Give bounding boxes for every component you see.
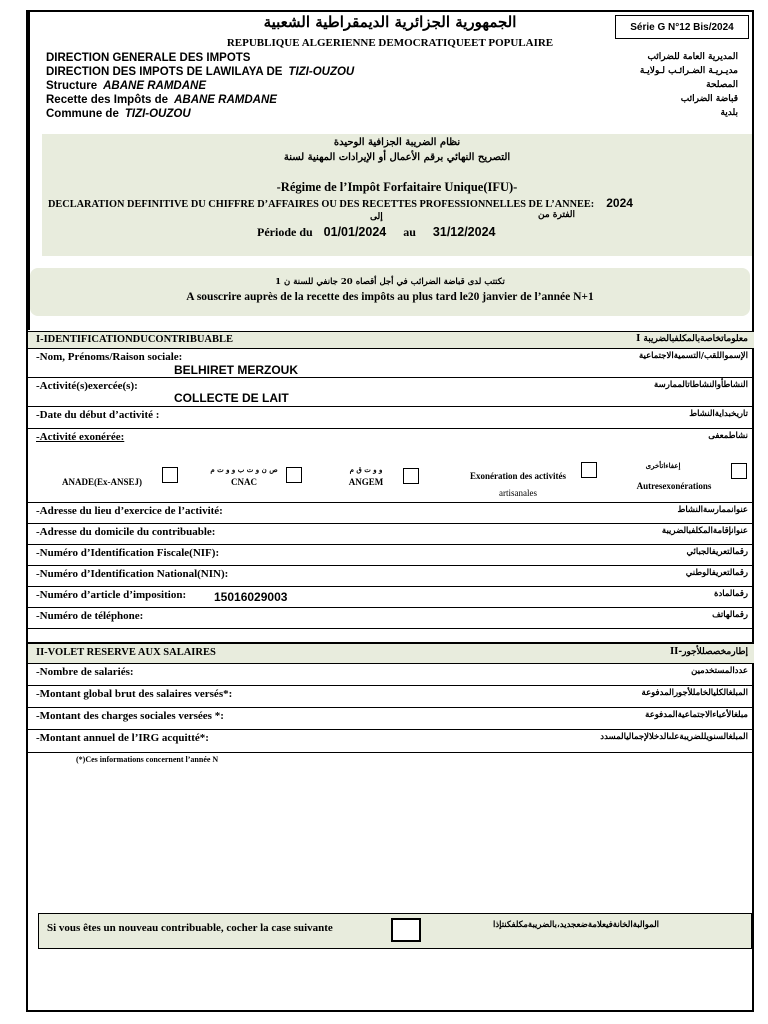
row-spacer bbox=[28, 629, 754, 643]
artisanales-label-2: artisanales bbox=[499, 488, 537, 498]
header-ar-line-4: قباضة الضرائب bbox=[680, 94, 738, 104]
header-line-wilaya: DIRECTION DES IMPOTS DE LAWILAYA DE TIZI-OUZOU bbox=[46, 66, 355, 78]
arabic-republic-title: الجمهورية الجزائرية الديمقراطية الشعبية bbox=[263, 13, 517, 31]
french-republic-title: REPUBLIQUE ALGERIENNE DEMOCRATIQUEET POPULAIRE bbox=[226, 37, 554, 49]
artisanales-checkbox[interactable] bbox=[581, 462, 597, 478]
header-ar-line-2: مديـريـة الضـرائـب لـولايـة bbox=[639, 66, 738, 76]
irg-label-ar: المبلغالسنويللضريبةعلىالدخلالإجماليالمسدد bbox=[600, 732, 748, 742]
angem-label-ar: و و ت ق م bbox=[349, 465, 383, 474]
header-ar-line-5: بلدية bbox=[720, 108, 738, 118]
row-nif bbox=[28, 545, 754, 566]
row-date-debut bbox=[28, 407, 754, 429]
footnote: (*)Ces informations concernent l’année N bbox=[76, 755, 219, 764]
autres-checkbox[interactable] bbox=[731, 463, 747, 479]
row-activite-exoneree bbox=[28, 429, 754, 503]
row-irg bbox=[28, 730, 754, 753]
exoneree-label-ar: نشاطمعفى bbox=[708, 431, 748, 441]
row-telephone bbox=[28, 608, 754, 629]
date-debut-label: -Date du début d’activité : bbox=[36, 409, 160, 421]
section1-header bbox=[28, 331, 754, 349]
date-debut-label-ar: تاريخبدايةالنشاط bbox=[689, 409, 748, 419]
activite-value[interactable]: COLLECTE DE LAIT bbox=[174, 391, 289, 405]
autres-label-ar: إعفاءاتأخرى bbox=[645, 461, 681, 470]
article-label: -Numéro d’article d’imposition: bbox=[36, 589, 187, 601]
section1-title-ar: I معلوماتخاصةبالمكلفبالضريبة bbox=[636, 334, 748, 344]
adresse-lieu-label-ar: عنوانممارسةالنشاط bbox=[677, 505, 748, 515]
notice-fr: A souscrire auprès de la recette des impôts au plus tard le20 janvier de l’année N+1 bbox=[186, 291, 594, 303]
telephone-label-ar: رقمالهاتف bbox=[712, 610, 748, 620]
artisanales-label-1: Exonération des activités bbox=[470, 471, 566, 481]
autres-label: Autresexonérations bbox=[636, 481, 712, 491]
nom-label-ar: الإسمواللقب/التسميةالاجتماعية bbox=[638, 351, 748, 361]
nin-label: -Numéro d’Identification National(NIN): bbox=[36, 568, 229, 580]
salaires-label-ar: المبلغالكليالخامللأجورالمدفوعة bbox=[641, 688, 748, 698]
nin-label-ar: رقمالتعريفالوطني bbox=[685, 568, 748, 578]
adresse-domicile-label: -Adresse du domicile du contribuable: bbox=[36, 526, 216, 538]
article-label-ar: رقمالمادة bbox=[713, 589, 748, 599]
row-salaires bbox=[28, 686, 754, 708]
cnac-label-ar: ص ن و ت ب و و ت م bbox=[210, 465, 278, 474]
article-value[interactable]: 15016029003 bbox=[214, 590, 288, 604]
anade-checkbox[interactable] bbox=[162, 467, 178, 483]
irg-label: -Montant annuel de l’IRG acquitté*: bbox=[36, 732, 209, 744]
nb-salaries-label: -Nombre de salariés: bbox=[36, 666, 134, 678]
section2-title-ar: II-إطارمخصصللأجور bbox=[669, 647, 748, 657]
cnac-checkbox[interactable] bbox=[286, 467, 302, 483]
regime-title: -Régime de l’Impôt Forfaitaire Unique(IFU)- bbox=[276, 180, 518, 194]
header-ar-line-3: المصلحة bbox=[706, 80, 738, 90]
section2-header bbox=[28, 643, 754, 664]
cnac-label: CNAC bbox=[231, 477, 257, 487]
row-article bbox=[28, 587, 754, 608]
row-adresse-lieu bbox=[28, 503, 754, 524]
new-taxpayer-label-ar: الموالبةالخانةفيعلامةضعجديد،بالضريبةمكلفكنتإذا bbox=[493, 920, 660, 930]
serie-badge: Série G N°12 Bis/2024 bbox=[615, 15, 749, 39]
adresse-lieu-label: -Adresse du lieu d’exercice de l’activité: bbox=[36, 505, 223, 517]
anade-label: ANADE(Ex-ANSEJ) bbox=[62, 477, 143, 487]
row-nin bbox=[28, 566, 754, 587]
header-line-commune: Commune de TIZI-OUZOU bbox=[46, 108, 191, 120]
exoneree-label: -Activité exonérée: bbox=[36, 431, 125, 443]
new-taxpayer-checkbox[interactable] bbox=[391, 918, 421, 942]
header-line-recette: Recette des Impôts de ABANE RAMDANE bbox=[46, 94, 277, 106]
header-line-dgi: DIRECTION GENERALE DES IMPOTS bbox=[46, 52, 251, 64]
charges-label: -Montant des charges sociales versées *: bbox=[36, 710, 224, 722]
header-ar-line-1: المديرية العامة للضرائب bbox=[647, 52, 738, 62]
declaration-ar-line-1: نظام الضريبة الجزافية الوحيدة bbox=[333, 137, 461, 148]
adresse-domicile-label-ar: عنوانإقامةالمكلفبالضريبة bbox=[661, 526, 748, 536]
angem-checkbox[interactable] bbox=[403, 468, 419, 484]
declaration-ar-line-2: التصريح النهائي برقم الأعمال أو الإيرادات المهنية لسنة bbox=[283, 152, 511, 163]
row-adresse-domicile bbox=[28, 524, 754, 545]
nif-label: -Numéro d’Identification Fiscale(NIF): bbox=[36, 547, 220, 559]
declaration-title: DECLARATION DEFINITIVE DU CHIFFRE D’AFFAIRES OU DES RECETTES PROFESSIONNELLES DE L’ANNEE: 2024 bbox=[48, 196, 633, 210]
new-taxpayer-label: Si vous êtes un nouveau contribuable, cocher la case suivante bbox=[47, 922, 333, 934]
period-line: Période du 01/01/2024 au 31/12/2024 bbox=[257, 225, 496, 239]
nb-salaries-label-ar: عددالمستخدمين bbox=[691, 666, 748, 676]
nom-value[interactable]: BELHIRET MERZOUK bbox=[174, 363, 298, 377]
notice-ar: تكتتب لدى قباضة الضرائب في أجل أقصاه 20 جانفي للسنة ن 1 bbox=[275, 277, 505, 287]
angem-label: ANGEM bbox=[348, 477, 384, 487]
row-nb-salaries bbox=[28, 664, 754, 686]
row-nom bbox=[28, 349, 754, 378]
nif-label-ar: رقمالتعريفالجبائي bbox=[686, 547, 748, 557]
period-ar-from: الفترة من bbox=[538, 210, 575, 220]
telephone-label: -Numéro de téléphone: bbox=[36, 610, 144, 622]
salaires-label: -Montant global brut des salaires versés*: bbox=[36, 688, 233, 700]
section2-title: II-VOLET RESERVE AUX SALAIRES bbox=[36, 647, 216, 658]
new-taxpayer-box bbox=[38, 913, 752, 949]
period-ar-to: إلى bbox=[370, 212, 383, 222]
section1-title: I-IDENTIFICATIONDUCONTRIBUABLE bbox=[36, 334, 234, 345]
activite-label: -Activité(s)exercée(s): bbox=[36, 380, 138, 392]
header-line-structure: Structure ABANE RAMDANE bbox=[46, 80, 206, 92]
activite-label-ar: النشاطأوالنشاطاتالممارسة bbox=[654, 380, 748, 390]
row-activite bbox=[28, 378, 754, 407]
charges-label-ar: مبلغالأعباءالاجتماعيةالمدفوعة bbox=[645, 710, 748, 720]
row-charges bbox=[28, 708, 754, 730]
nom-label: -Nom, Prénoms/Raison sociale: bbox=[36, 351, 183, 363]
